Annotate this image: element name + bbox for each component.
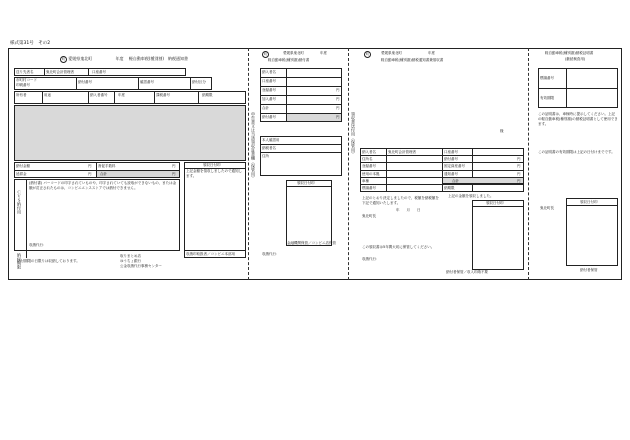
- third-right-row-3: 通知番号: [444, 171, 458, 176]
- third-left-row-1: 住所名: [362, 156, 373, 161]
- mid-row-5: 納付番号: [262, 115, 276, 119]
- left-extra-label: 督促手数料: [98, 163, 116, 168]
- third-stamp-title: 領収日付印: [486, 201, 504, 205]
- mid-row-3: 加入番号: [262, 97, 276, 101]
- left-usage-label: 用途: [44, 93, 51, 97]
- left-owner-label: 所有者: [16, 93, 27, 97]
- third-unit-4: 円: [517, 178, 521, 183]
- left-receipt-label: 収納代行：: [29, 243, 47, 247]
- left-sum-cell: [96, 170, 180, 178]
- town-seal-icon: 町: [263, 52, 268, 56]
- left-bottom-note: 納付期限の日限りは収納しております。: [17, 259, 80, 263]
- left-bank-list: 取りまとめ店 ゆうちょ銀行 公金収納代行事務センター: [120, 254, 162, 268]
- mid-header: [262, 51, 269, 58]
- left-fee-label: 延滞金: [16, 171, 27, 176]
- left-fee-unit: 円: [88, 171, 92, 176]
- left-cvs-side: ＣＶＳ納付用: [17, 190, 22, 214]
- mid-row-0: 納入者名: [262, 70, 276, 74]
- left-year-cell: 年度: [118, 93, 125, 97]
- third-date: 年 月 日: [396, 208, 421, 212]
- third-note: 上記のとおり決定しましたので、税額を納税額を下記で通知いたします。: [362, 196, 439, 205]
- left-title: 軽自動車税(種別割) 納税通知書: [128, 56, 188, 61]
- left-period-side: 納付期限: [17, 253, 22, 269]
- left-account-no: 口座番号: [92, 69, 106, 74]
- third-right-row-0: 口座番号: [444, 149, 458, 154]
- separator-3: [528, 48, 529, 280]
- mid-unit-3: 円: [336, 106, 340, 110]
- mid-town: 愛媛県鬼北町: [283, 51, 304, 55]
- left-notice-label: 納入者番号: [90, 93, 108, 97]
- mid-sub-row-0: 納税者名: [262, 145, 276, 150]
- third-right-row-4: 合計: [452, 178, 459, 183]
- left-org-code: 市町村コード: [16, 78, 37, 82]
- third-bottom-note: この領収書は5年間大切に保管してください。: [362, 245, 435, 249]
- left-confirm-no: 確認番号: [140, 80, 154, 84]
- right-stamp-title: 領収日付印: [580, 199, 598, 204]
- left-barcode-note: (納付書) バーコードの印字されていものや、印字されていても読取ができないもの、または金額が訂正されたものは、コンビニエンスストアでは納付できません。: [29, 181, 177, 190]
- left-sum-unit: 円: [172, 171, 176, 176]
- mid-title: 軽自動車税(種別割)納付書: [268, 58, 310, 62]
- mid-row-1: 口座番号: [262, 79, 276, 83]
- third-right-row-1: 納付番号: [444, 156, 458, 161]
- third-left-row-4: 車種: [362, 178, 369, 183]
- third-tag: 様: [500, 129, 504, 133]
- left-sum-label: 合計: [100, 171, 107, 176]
- left-deadline-label: 納期限: [202, 93, 213, 97]
- third-bottom2: 納付者保管／収入印紙不要: [446, 270, 488, 274]
- left-town: 愛媛県鬼北町: [68, 56, 93, 61]
- left-stamp-title: 領収日付印: [203, 163, 221, 167]
- left-stamp-note: 上記金額を領収しましたので通知します。: [186, 169, 242, 178]
- mid-bottom: 金融機関保管／コンビニ店保管: [287, 241, 336, 245]
- left-period-label: 課税番号: [156, 93, 170, 97]
- third-left-value: 鬼北町会計管理者: [388, 149, 416, 154]
- right-side: 鬼北町長: [540, 206, 554, 210]
- mid-sub-row-1: 住所: [262, 153, 269, 158]
- mid-row-4: 合計: [262, 106, 269, 110]
- left-addressee-label: 送り先者名: [16, 69, 34, 74]
- third-town: 愛媛県鬼北町: [381, 51, 402, 55]
- mid-unit-2: 円: [336, 97, 340, 101]
- left-header: [60, 56, 188, 63]
- third-unit-1: 円: [517, 156, 521, 161]
- third-receipt: 収納代行：: [362, 257, 380, 261]
- left-year: 年度: [115, 56, 124, 61]
- right-row-1: 有効期限: [540, 96, 554, 100]
- right-title: 軽自動車税(種別割)納税証明書: [545, 51, 594, 55]
- third-header: [364, 51, 371, 58]
- third-unit-2: 円: [517, 164, 521, 168]
- left-tax-unit: 円: [88, 163, 92, 168]
- third-stamp-box: [472, 200, 524, 270]
- mid-unit-1: 円: [336, 88, 340, 92]
- right-stamp-box: [566, 198, 618, 266]
- third-left-row-2: 登録番号: [362, 164, 376, 168]
- third-right-row-2: 固定資産番号: [444, 164, 465, 168]
- mid-unit-4: 円: [336, 115, 340, 119]
- mid-receipt: 収納代行：: [262, 252, 280, 256]
- third-right-row-5: 納期限: [444, 185, 455, 190]
- left-detail-area: [14, 105, 246, 161]
- third-title: 軽自動車税(種別割)納税通知書兼領収書: [381, 58, 444, 62]
- left-pay-no: 納付番号: [78, 80, 92, 84]
- right-note-1: この証明書は、車検時に提示してください。上記の軽自動車税(種別割)の納税証明書として使用できます。: [538, 112, 618, 126]
- third-left-row-5: 標識番号: [362, 185, 376, 190]
- separator-1: [248, 48, 249, 280]
- right-bottom: 納付者保管: [580, 268, 598, 272]
- left-addressee-value: 鬼北町会計管理者: [46, 69, 74, 74]
- third-year: 年度: [428, 51, 435, 55]
- right-subtitle: (継続検査用): [565, 57, 586, 61]
- left-tax-label: 納付金額: [16, 163, 30, 168]
- third-left-row-3: 使用の本拠: [362, 171, 380, 176]
- separator-2: [348, 48, 349, 280]
- third-unit-3: 円: [517, 171, 521, 176]
- right-row-0: 標識番号: [540, 76, 554, 80]
- left-pay-class: 納付区分: [192, 80, 206, 84]
- form-id: 様式第31号 その2: [10, 41, 51, 46]
- mid-stamp-box: [286, 180, 332, 246]
- third-mayor: 鬼北町長: [362, 214, 376, 218]
- left-code-row: [14, 77, 212, 90]
- left-cvs-bottom: 収納印取扱者／コンビニ本部用: [186, 251, 235, 256]
- third-left-row-0: 納入者名: [362, 149, 376, 154]
- town-seal-icon: 町: [61, 57, 66, 61]
- mid-row-2: 登録番号: [262, 88, 276, 92]
- right-note-2: この証明書の有効期限は上記の日付けまでです。: [538, 150, 615, 154]
- mid-total-fill: [286, 113, 342, 122]
- third-vertical-label: 領収書送付用（保管用）: [351, 112, 356, 156]
- mid-section-label: 本人確認用: [262, 137, 280, 142]
- left-extra-unit: 円: [172, 163, 176, 168]
- third-stamp-intro: 上記の金額を領収しました。: [448, 194, 494, 198]
- mid-vertical-label: 申告書又は当該領収証書欄（保管用）: [251, 112, 256, 180]
- mid-stamp-title: 領収日付印: [297, 181, 315, 185]
- town-seal-icon: 町: [365, 52, 370, 56]
- mid-year: 年度: [320, 51, 327, 55]
- left-org-sub: 印刷番号: [16, 83, 30, 87]
